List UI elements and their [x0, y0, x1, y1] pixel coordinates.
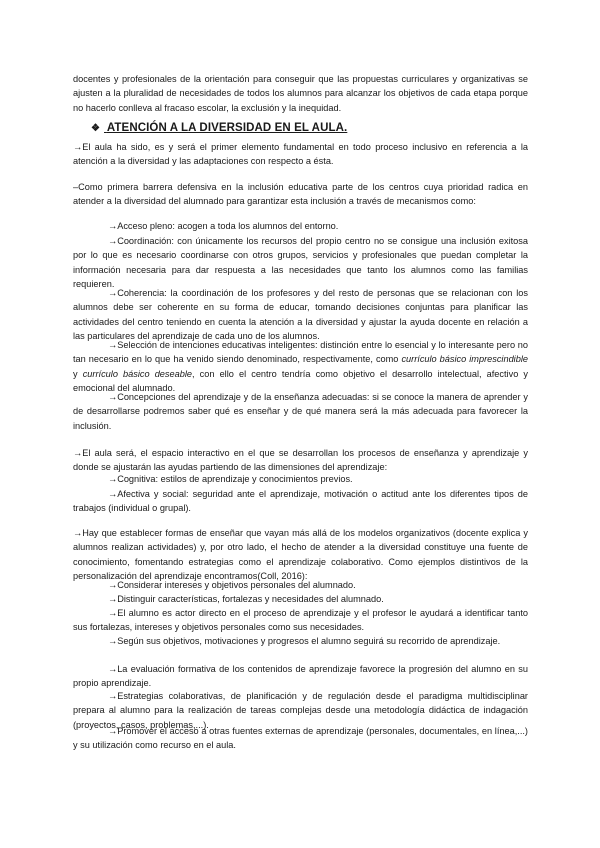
example-distinguir: →Distinguir características, fortalezas y necesidades del alumnado. — [108, 594, 384, 604]
mechanism-acceso: →Acceso pleno: acogen a toda los alumnos del entorno. — [108, 221, 339, 231]
dimension-afectiva-social: →Afectiva y social: seguridad ante el aprendizaje, motivación o actitud ante los diferentes tipos de trabajos (individual o grupal). — [73, 489, 528, 514]
paragraph-aula-elemento: →El aula ha sido, es y será el primer elemento fundamental en todo proceso inclusivo en referencia a la atención a la diversidad y las adaptaciones con respecto a ésta. — [73, 142, 528, 167]
seleccion-text-1: →Selección de intenciones educativas inteligentes: distinción entre lo esencial y lo interesante pero no tan necesario en lo que ha venido siendo denominado, respectivamente, como — [73, 340, 528, 365]
seleccion-text-3: , con ello el centro tendría como objetivo el desarrollo intelectual, afectivo y emocional del alumnado. — [73, 368, 528, 394]
section-heading-text: ATENCIÓN A LA DIVERSIDAD EN EL AULA. — [106, 122, 348, 134]
dimension-cognitiva: →Cognitiva: estilos de aprendizaje y conocimientos previos. — [108, 474, 353, 484]
example-evaluacion-formativa: →La evaluación formativa de los contenidos de aprendizaje favorece la progresión del alumno en su propio aprendizaje. — [73, 664, 528, 689]
mechanism-coordinacion: →Coordinación: con únicamente los recursos del propio centro no se consigue una inclusión exitosa por lo que es necesario coordinarse con otros grupos, servicios y profesionales que puedan completar la información necesaria para dar respuesta a las necesidades que tanto los alumnos como las familias requieren. — [73, 236, 528, 290]
mechanism-coherencia: →Coherencia: la coordinación de los profesores y del resto de personas que se relacionan con los alumnos debe ser coherente en su forma de educar, tomando decisiones conjuntas para planificar las actividades del centro teniendo en cuenta la atención a la diversidad y ajustar la ayuda docente en relación a las particulares del aprendizaje de cada uno de los alumnos. — [73, 288, 528, 342]
intro-paragraph: docentes y profesionales de la orientación para conseguir que las propuestas curriculares y organizativas se ajusten a la pluralidad de necesidades de todos los alumnos para alcanzar los objetivos de cada etapa porque no hacerlo conlleva al fracaso escolar, la exclusión y la inequidad. — [73, 74, 528, 113]
paragraph-formas-ensenar: →Hay que establecer formas de enseñar que vayan más allá de los modelos organizativos (docente explica y alumnos realizan actividades) y, por otro lado, el hecho de atender a la diversidad constituye una fuente de conocimiento, fomentando estrategias como el aprendizaje colaborativo. Como ejemplos distintivos de la personalización del aprendizaje encontramos(Coll, 2016): — [73, 528, 528, 582]
example-intereses: →Considerar intereses y objetivos personales del alumnado. — [108, 580, 356, 590]
seleccion-text-2: y — [73, 368, 83, 379]
example-promover-acceso: →Promover el acceso a otras fuentes externas de aprendizaje (personales, documentales, en línea,...) y su utilización como recurso en el aula. — [73, 726, 528, 751]
example-estrategias-colaborativas: →Estrategias colaborativas, de planificación y de regulación desde el paradigma multidisciplinar prepara al alumno para la realización de tareas complejas desde una metodología didáctica de indagación (proyectos, casos, problemas,...). — [73, 691, 528, 730]
paragraph-espacio-interactivo: →El aula será, el espacio interactivo en el que se desarrollan los procesos de enseñanza y aprendizaje y donde se ajustarán las ayudas partiendo de las dimensiones del aprendizaje: — [73, 448, 528, 473]
mechanism-seleccion — [73, 338, 528, 396]
diamond-bullet-icon: ❖ — [91, 123, 101, 134]
seleccion-term-imprescindible: currículo básico imprescindible — [401, 354, 528, 365]
section-heading — [91, 122, 347, 134]
seleccion-term-deseable: currículo básico deseable — [82, 368, 192, 379]
example-actor-directo: →El alumno es actor directo en el proceso de aprendizaje y el profesor le ayudará a identificar tanto sus fortalezas, intereses y objetivos personales como sus necesidades. — [73, 608, 528, 633]
example-segun-objetivos: →Según sus objetivos, motivaciones y progresos el alumno seguirá su recorrido de aprendizaje. — [108, 636, 501, 646]
mechanism-concepciones: →Concepciones del aprendizaje y de la enseñanza adecuadas: si se conoce la manera de aprender y de desarrollarse podremos saber qué es enseñar y de qué manera será la más adecuada para favorecer la inclusión. — [73, 392, 528, 431]
paragraph-barrera-defensiva: –Como primera barrera defensiva en la inclusión educativa parte de los centros cuya prioridad radica en atender a la diversidad del alumnado para garantizar esta inclusión a través de mecanismos como: — [73, 182, 528, 207]
